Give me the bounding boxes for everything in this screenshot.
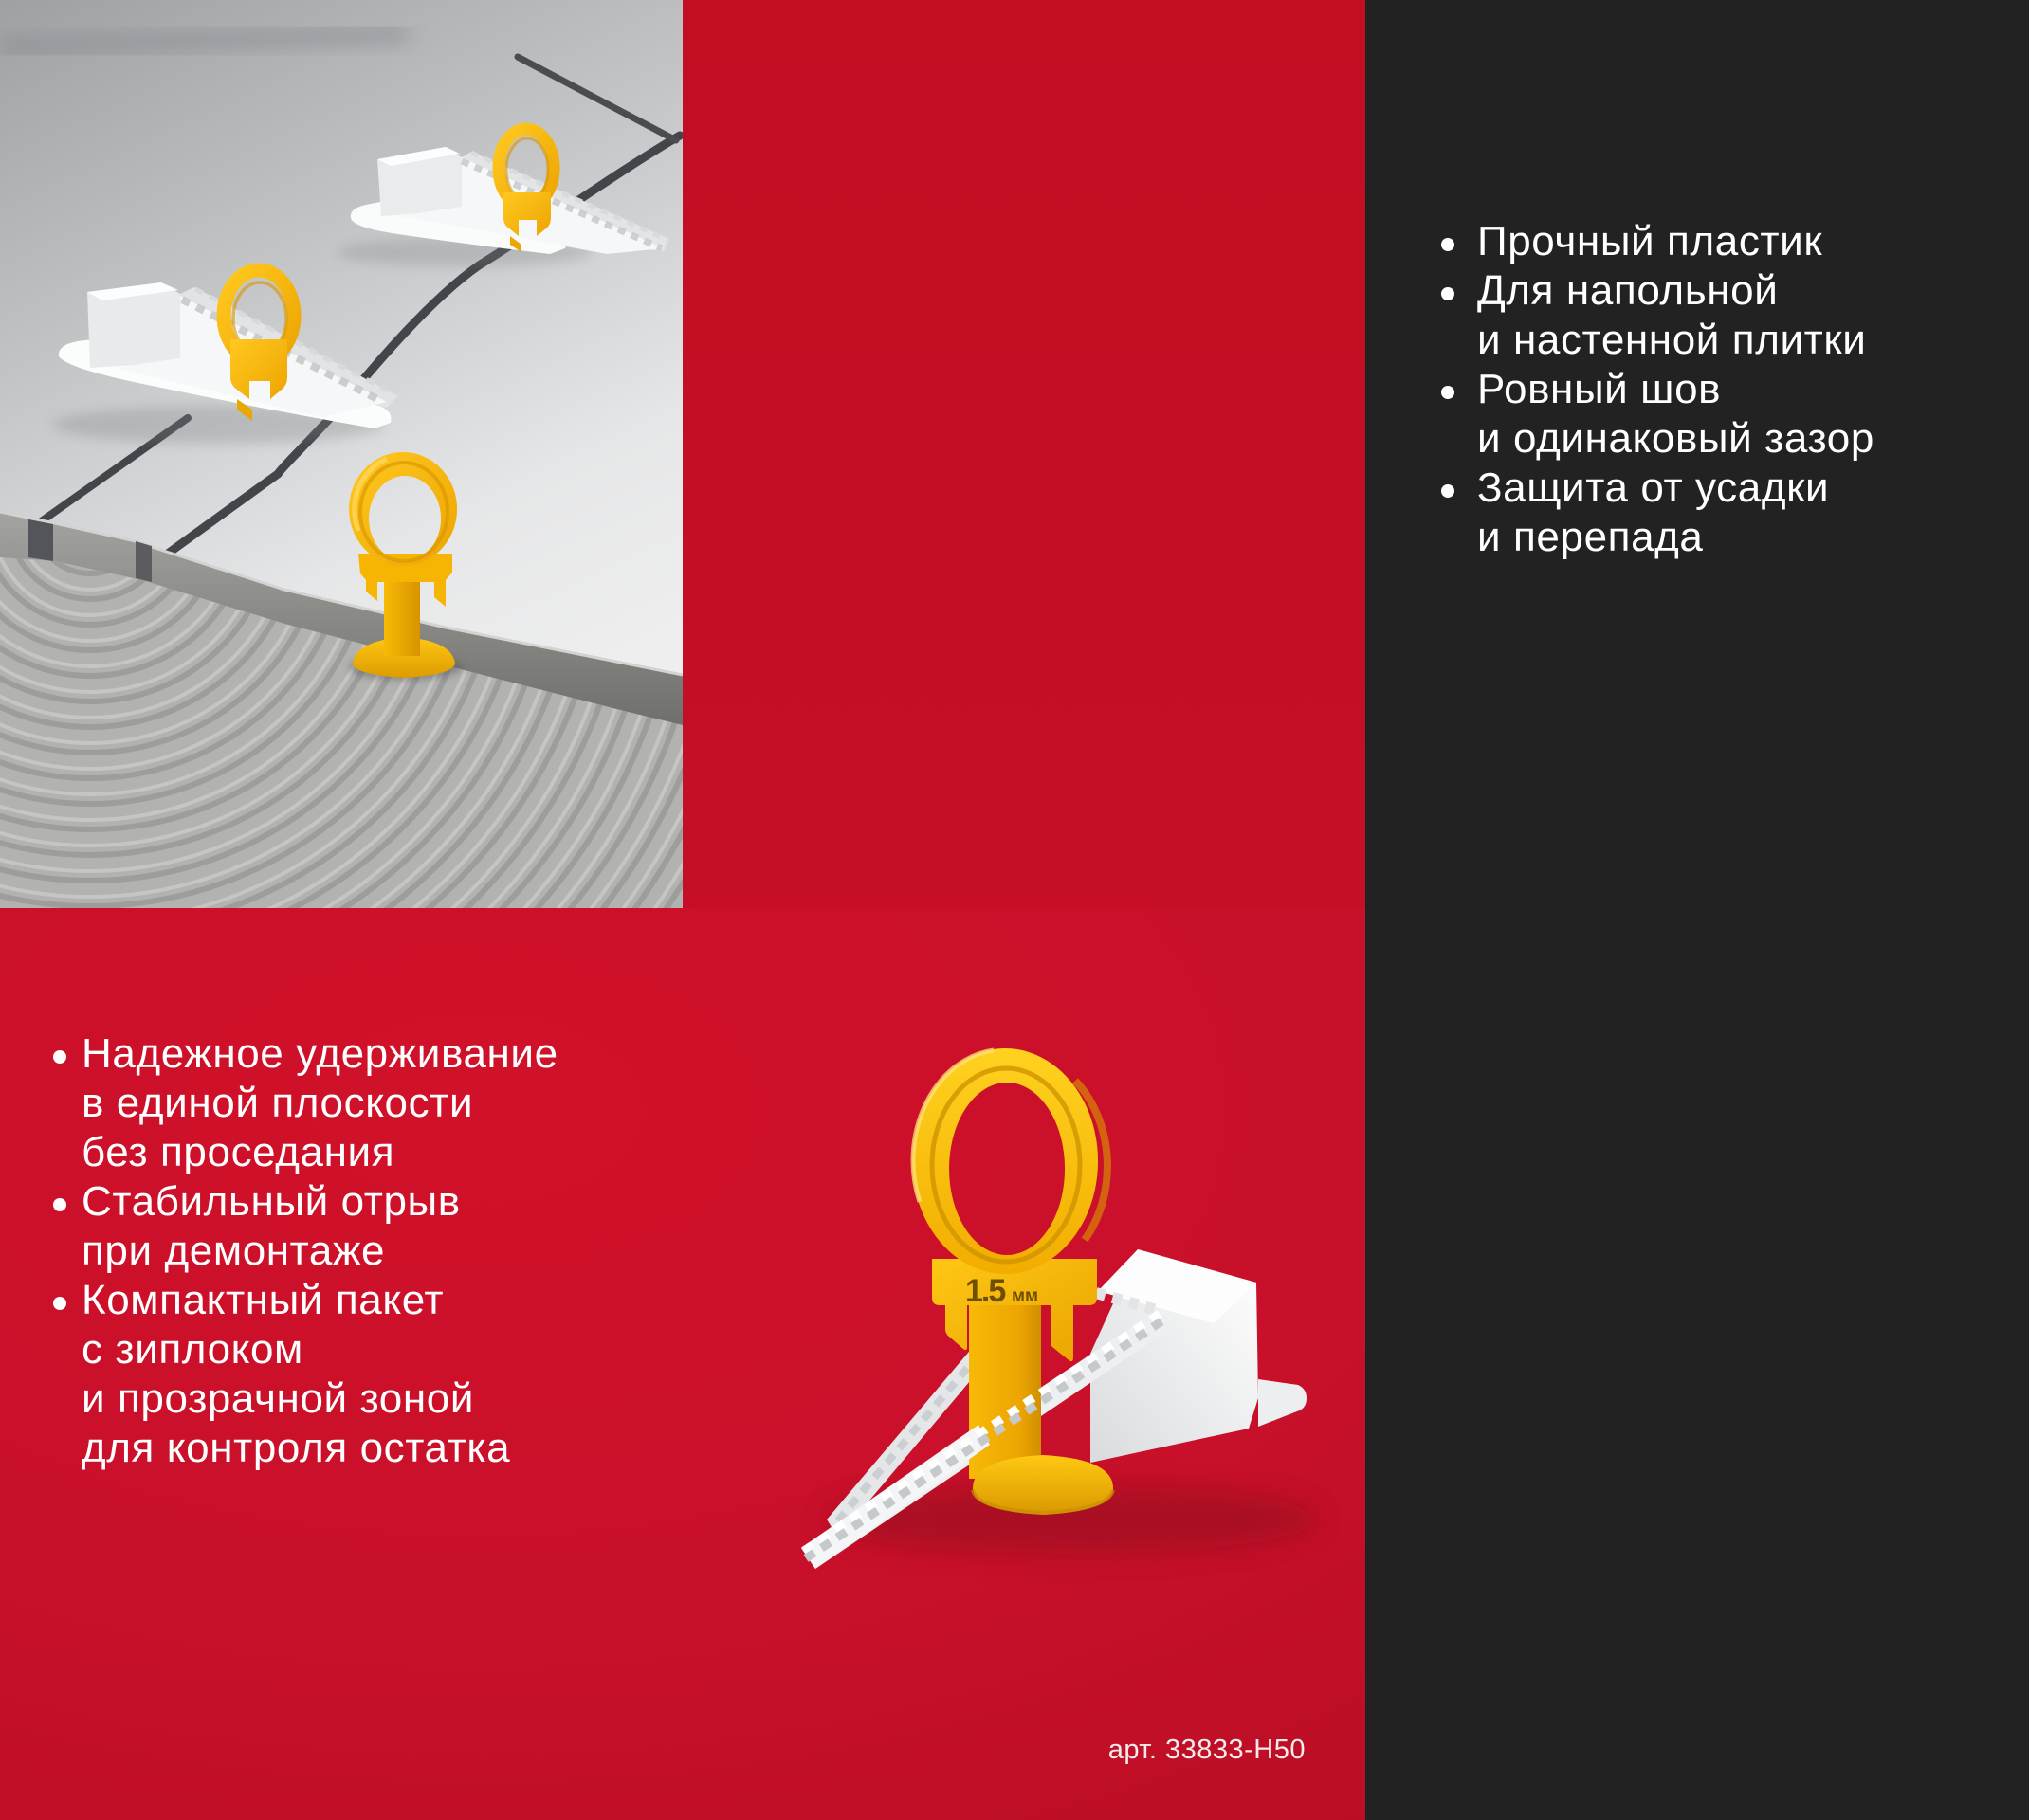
feature-item (53, 1276, 660, 1473)
feature-line: Компактный пакет (82, 1277, 445, 1323)
bullet-dot (1441, 386, 1454, 399)
feature-line: Ровный шов (1477, 366, 1722, 412)
feature-line: Надежное удерживание (82, 1030, 558, 1077)
feature-item (1441, 365, 2029, 464)
feature-text (1477, 217, 1822, 266)
feature-text (82, 1177, 461, 1276)
feature-line: для контроля остатка (82, 1425, 511, 1471)
feature-line: Защита от усадки (1477, 464, 1830, 511)
feature-text (1477, 266, 1866, 365)
feature-line: Стабильный отрыв (82, 1178, 461, 1225)
product-render-illustration (777, 908, 1365, 1592)
grout-slot-right (136, 541, 152, 582)
features-panel-top (683, 0, 1874, 908)
feature-line: при демонтаже (82, 1228, 386, 1274)
feature-text (82, 1276, 510, 1473)
feature-item (1441, 266, 2029, 365)
bullet-dot (53, 1050, 66, 1064)
grout-slot-left (28, 519, 53, 561)
clip-stem (384, 578, 420, 656)
tile-photo-illustration (0, 0, 683, 908)
feature-line: Прочный пластик (1477, 218, 1823, 264)
ring-groove (932, 1068, 1080, 1262)
feature-item (1441, 217, 2029, 266)
feature-line: и одинаковый зазор (1477, 415, 1874, 462)
feature-line: и прозрачной зоной (82, 1375, 475, 1422)
feature-line: Для напольной (1477, 267, 1779, 314)
product-stem (969, 1305, 1041, 1479)
feature-text (1477, 365, 1874, 464)
size-value: 1.5 (965, 1273, 1005, 1309)
feature-text (1477, 464, 1829, 562)
feature-item (53, 1177, 660, 1276)
bullet-dot (1441, 287, 1454, 300)
features-list-top (1441, 217, 2029, 562)
block-flange-tab (1258, 1379, 1307, 1427)
bullet-dot (1441, 238, 1454, 251)
feature-line: с зиплоком (82, 1326, 303, 1373)
size-unit: мм (1012, 1286, 1039, 1306)
feature-item (1441, 464, 2029, 562)
product-ring (912, 1048, 1107, 1274)
feature-line: в единой плоскости (82, 1080, 474, 1126)
features-list-bottom (53, 1029, 660, 1473)
feature-line: без проседания (82, 1129, 395, 1175)
bullet-dot (53, 1297, 66, 1310)
bullet-dot (1441, 484, 1454, 498)
feature-line: и перепада (1477, 514, 1704, 560)
feature-text (82, 1029, 558, 1177)
feature-item (53, 1029, 660, 1177)
sku-label: арт. 33833-H50 (1107, 1735, 1306, 1765)
feature-line: и настенной плитки (1477, 317, 1867, 363)
tile-photo (0, 0, 683, 908)
bullet-dot (53, 1198, 66, 1211)
